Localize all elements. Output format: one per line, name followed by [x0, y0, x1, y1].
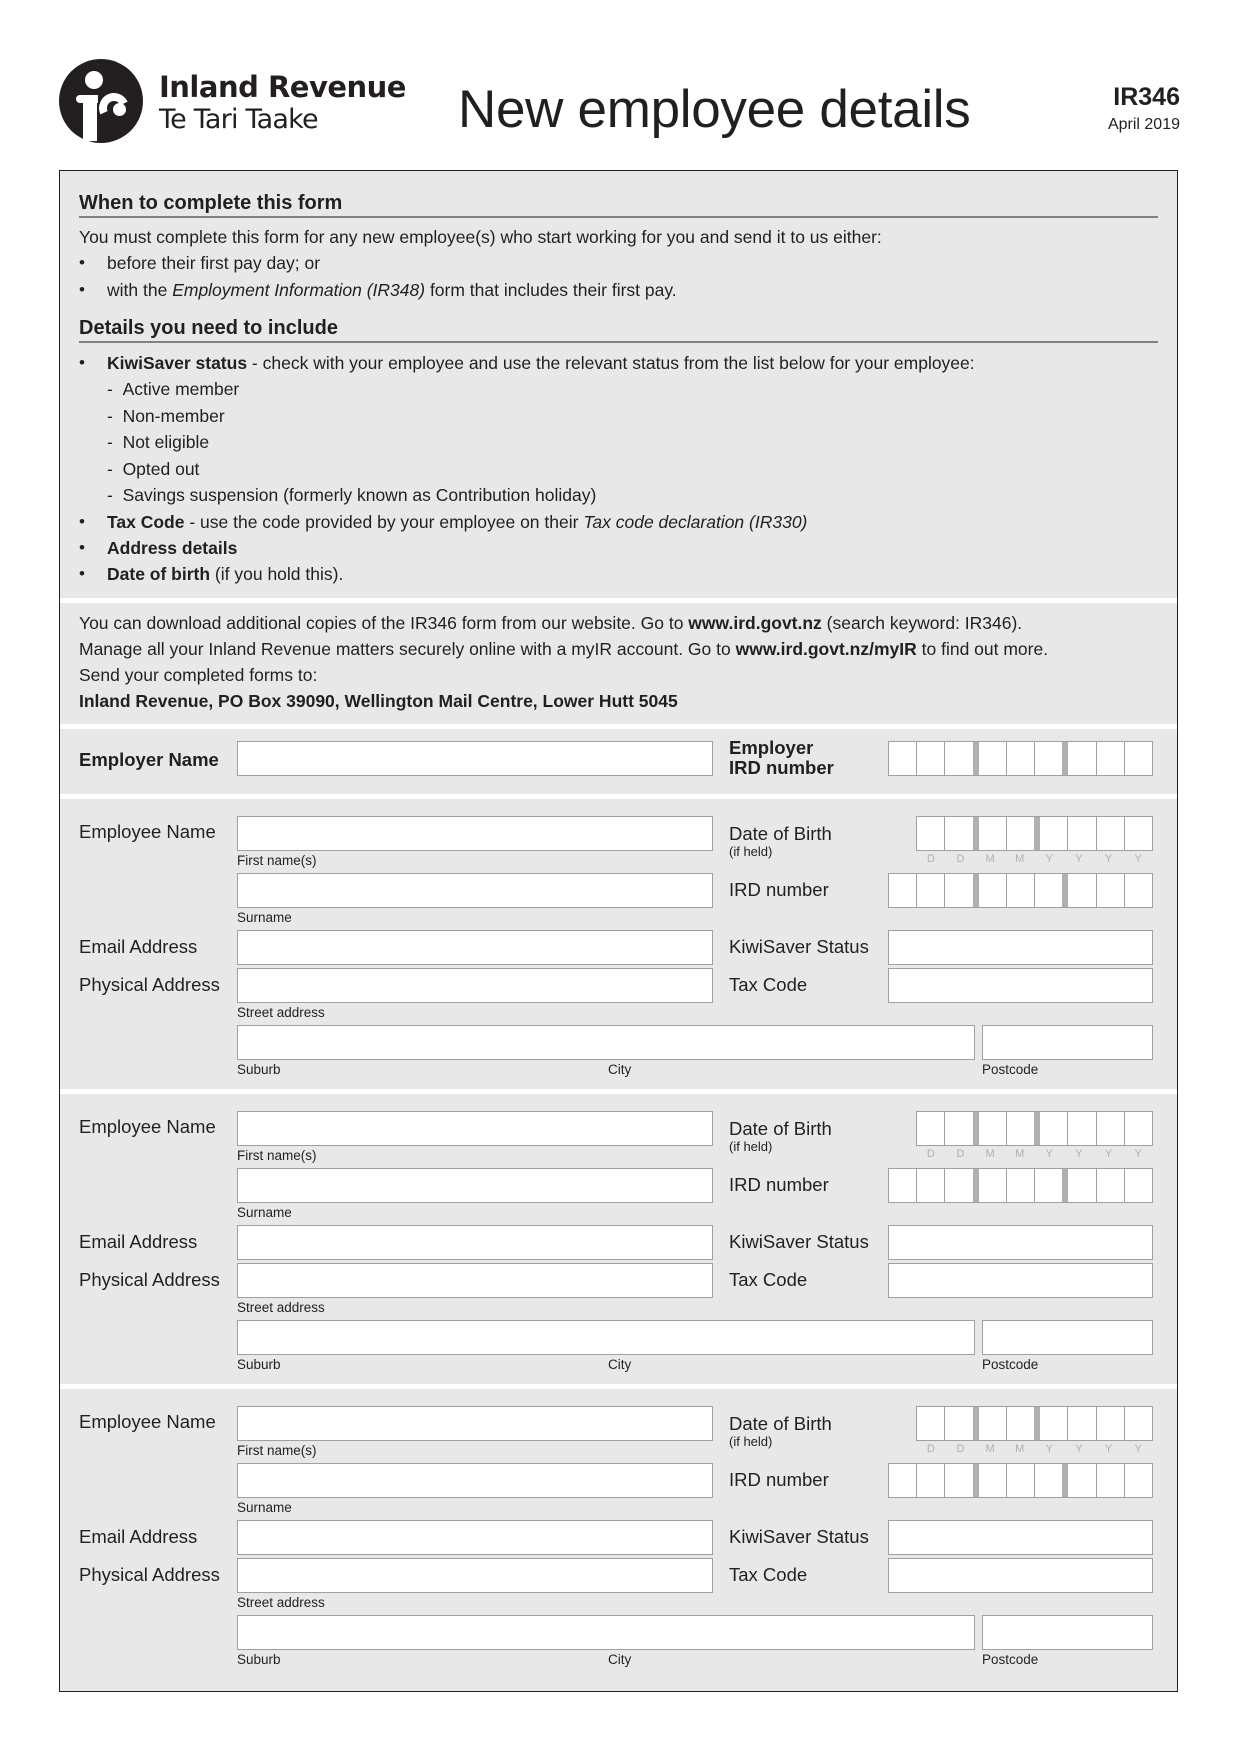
dob-format-hint: D D M M Y Y Y Y — [926, 1443, 1142, 1455]
ird-number-label: IRD number — [729, 1469, 829, 1490]
divider — [60, 598, 1177, 603]
street-address-input[interactable] — [237, 968, 713, 1003]
ird-website-link[interactable]: www.ird.govt.nz — [688, 613, 822, 633]
bullet-icon: • — [79, 564, 85, 583]
email-label: Email Address — [79, 936, 198, 957]
physical-address-label: Physical Address — [79, 1564, 220, 1585]
dob-format-hint: D D M M Y Y Y Y — [926, 853, 1142, 865]
kiwisaver-status-input[interactable] — [888, 1520, 1153, 1555]
email-input[interactable] — [237, 1225, 713, 1260]
city-caption: City — [608, 1652, 632, 1667]
ird-number-label: IRD number — [729, 879, 829, 900]
suburb-caption: Suburb — [237, 1652, 281, 1667]
tax-code-label: Tax Code — [729, 1269, 808, 1290]
status-item: - Non-member — [107, 406, 225, 426]
dob-if-held-note: (if held) — [729, 1434, 773, 1449]
surname-caption: Surname — [237, 910, 292, 925]
brand-maori-name: Te Tari Taake — [159, 104, 318, 135]
email-input[interactable] — [237, 1520, 713, 1555]
form-code: IR346 — [1113, 83, 1180, 111]
first-names-input[interactable] — [237, 1406, 713, 1441]
city-caption: City — [608, 1357, 632, 1372]
dob-label: Date of Birth — [729, 823, 832, 844]
ird-number-input[interactable] — [888, 873, 1153, 908]
download-info: You can download additional copies of the IR346 form from our website. Go to www.ird.govt.nz (search keyword: IR346). — [79, 613, 1023, 633]
tax-code-input[interactable] — [888, 1263, 1153, 1298]
when-intro: You must complete this form for any new employee(s) who start working for you and send it to us either: — [79, 227, 882, 247]
tax-code-label: Tax Code — [729, 1564, 808, 1585]
employee-name-label: Employee Name — [79, 821, 216, 842]
postcode-caption: Postcode — [982, 1652, 1039, 1667]
dob-input[interactable] — [916, 816, 1153, 851]
employee-block-3 — [60, 1389, 1177, 1679]
bullet-icon: • — [79, 280, 85, 299]
status-item: - Active member — [107, 379, 240, 399]
suburb-caption: Suburb — [237, 1062, 281, 1077]
employer-name-input[interactable] — [237, 741, 713, 776]
email-label: Email Address — [79, 1526, 198, 1547]
employer-ird-label: Employer IRD number — [729, 737, 834, 778]
bullet-icon: • — [79, 512, 85, 531]
street-address-input[interactable] — [237, 1263, 713, 1298]
first-names-input[interactable] — [237, 1111, 713, 1146]
postal-address: Inland Revenue, PO Box 39090, Wellington Mail Centre, Lower Hutt 5045 — [79, 691, 678, 711]
employee-block-1 — [60, 799, 1177, 1089]
kiwisaver-status-input[interactable] — [888, 1225, 1153, 1260]
when-bullet-2: with the Employment Information (IR348) form that includes their first pay. — [107, 280, 677, 300]
city-caption: City — [608, 1062, 632, 1077]
section-heading-when: When to complete this form — [79, 192, 1158, 218]
tax-code-input[interactable] — [888, 968, 1153, 1003]
street-address-caption: Street address — [237, 1595, 325, 1610]
postcode-input[interactable] — [982, 1320, 1153, 1355]
dob-input[interactable] — [916, 1111, 1153, 1146]
status-item: - Opted out — [107, 459, 200, 479]
status-item: - Not eligible — [107, 432, 210, 452]
bullet-icon: • — [79, 353, 85, 372]
kiwisaver-status-label: KiwiSaver Status — [729, 1231, 869, 1252]
suburb-city-input[interactable] — [237, 1320, 975, 1355]
dob-label: Date of Birth — [729, 1118, 832, 1139]
ir-logo-icon — [59, 59, 143, 143]
employer-name-label: Employer Name — [79, 749, 219, 770]
postcode-input[interactable] — [982, 1025, 1153, 1060]
suburb-city-input[interactable] — [237, 1615, 975, 1650]
surname-caption: Surname — [237, 1500, 292, 1515]
physical-address-label: Physical Address — [79, 974, 220, 995]
surname-input[interactable] — [237, 1463, 713, 1498]
kiwisaver-note: KiwiSaver status - check with your employee and use the relevant status from the list below for your employee: — [107, 353, 975, 373]
brand-name: Inland Revenue — [159, 70, 406, 104]
page-title: New employee details — [458, 80, 971, 139]
tax-code-label: Tax Code — [729, 974, 808, 995]
dob-note: Date of birth (if you hold this). — [107, 564, 344, 584]
kiwisaver-status-input[interactable] — [888, 930, 1153, 965]
street-address-caption: Street address — [237, 1005, 325, 1020]
suburb-city-input[interactable] — [237, 1025, 975, 1060]
first-names-input[interactable] — [237, 816, 713, 851]
street-address-input[interactable] — [237, 1558, 713, 1593]
dob-if-held-note: (if held) — [729, 844, 773, 859]
tax-code-input[interactable] — [888, 1558, 1153, 1593]
surname-caption: Surname — [237, 1205, 292, 1220]
status-item: - Savings suspension (formerly known as Contribution holiday) — [107, 485, 597, 505]
employee-name-label: Employee Name — [79, 1116, 216, 1137]
divider — [60, 724, 1177, 729]
first-names-caption: First name(s) — [237, 1148, 317, 1163]
dob-format-hint: D D M M Y Y Y Y — [926, 1148, 1142, 1160]
dob-label: Date of Birth — [729, 1413, 832, 1434]
form-frame — [59, 170, 1178, 1692]
employee-block-2 — [60, 1094, 1177, 1384]
postcode-caption: Postcode — [982, 1062, 1039, 1077]
send-forms-to: Send your completed forms to: — [79, 665, 318, 685]
first-names-caption: First name(s) — [237, 853, 317, 868]
myir-info: Manage all your Inland Revenue matters securely online with a myIR account. Go to www.ird.govt.nz/myIR to find out more. — [79, 639, 1049, 659]
first-names-caption: First name(s) — [237, 1443, 317, 1458]
form-date: April 2019 — [1107, 116, 1180, 133]
myir-link[interactable]: www.ird.govt.nz/myIR — [735, 639, 917, 659]
kiwisaver-status-label: KiwiSaver Status — [729, 936, 869, 957]
employer-ird-input[interactable] — [888, 741, 1153, 776]
ird-number-label: IRD number — [729, 1174, 829, 1195]
surname-input[interactable] — [237, 1168, 713, 1203]
dob-if-held-note: (if held) — [729, 1139, 773, 1154]
kiwisaver-status-label: KiwiSaver Status — [729, 1526, 869, 1547]
address-note: Address details — [107, 538, 238, 558]
ird-number-input[interactable] — [888, 1168, 1153, 1203]
bullet-icon: • — [79, 538, 85, 557]
bullet-icon: • — [79, 253, 85, 272]
dob-input[interactable] — [916, 1406, 1153, 1441]
postcode-input[interactable] — [982, 1615, 1153, 1650]
postcode-caption: Postcode — [982, 1357, 1039, 1372]
section-heading-details: Details you need to include — [79, 317, 1158, 343]
surname-input[interactable] — [237, 873, 713, 908]
ird-number-input[interactable] — [888, 1463, 1153, 1498]
email-input[interactable] — [237, 930, 713, 965]
suburb-caption: Suburb — [237, 1357, 281, 1372]
street-address-caption: Street address — [237, 1300, 325, 1315]
email-label: Email Address — [79, 1231, 198, 1252]
physical-address-label: Physical Address — [79, 1269, 220, 1290]
when-bullet-1: before their first pay day; or — [107, 253, 321, 273]
tax-code-note: Tax Code - use the code provided by your employee on their Tax code declaration (IR330) — [107, 512, 808, 532]
employee-name-label: Employee Name — [79, 1411, 216, 1432]
